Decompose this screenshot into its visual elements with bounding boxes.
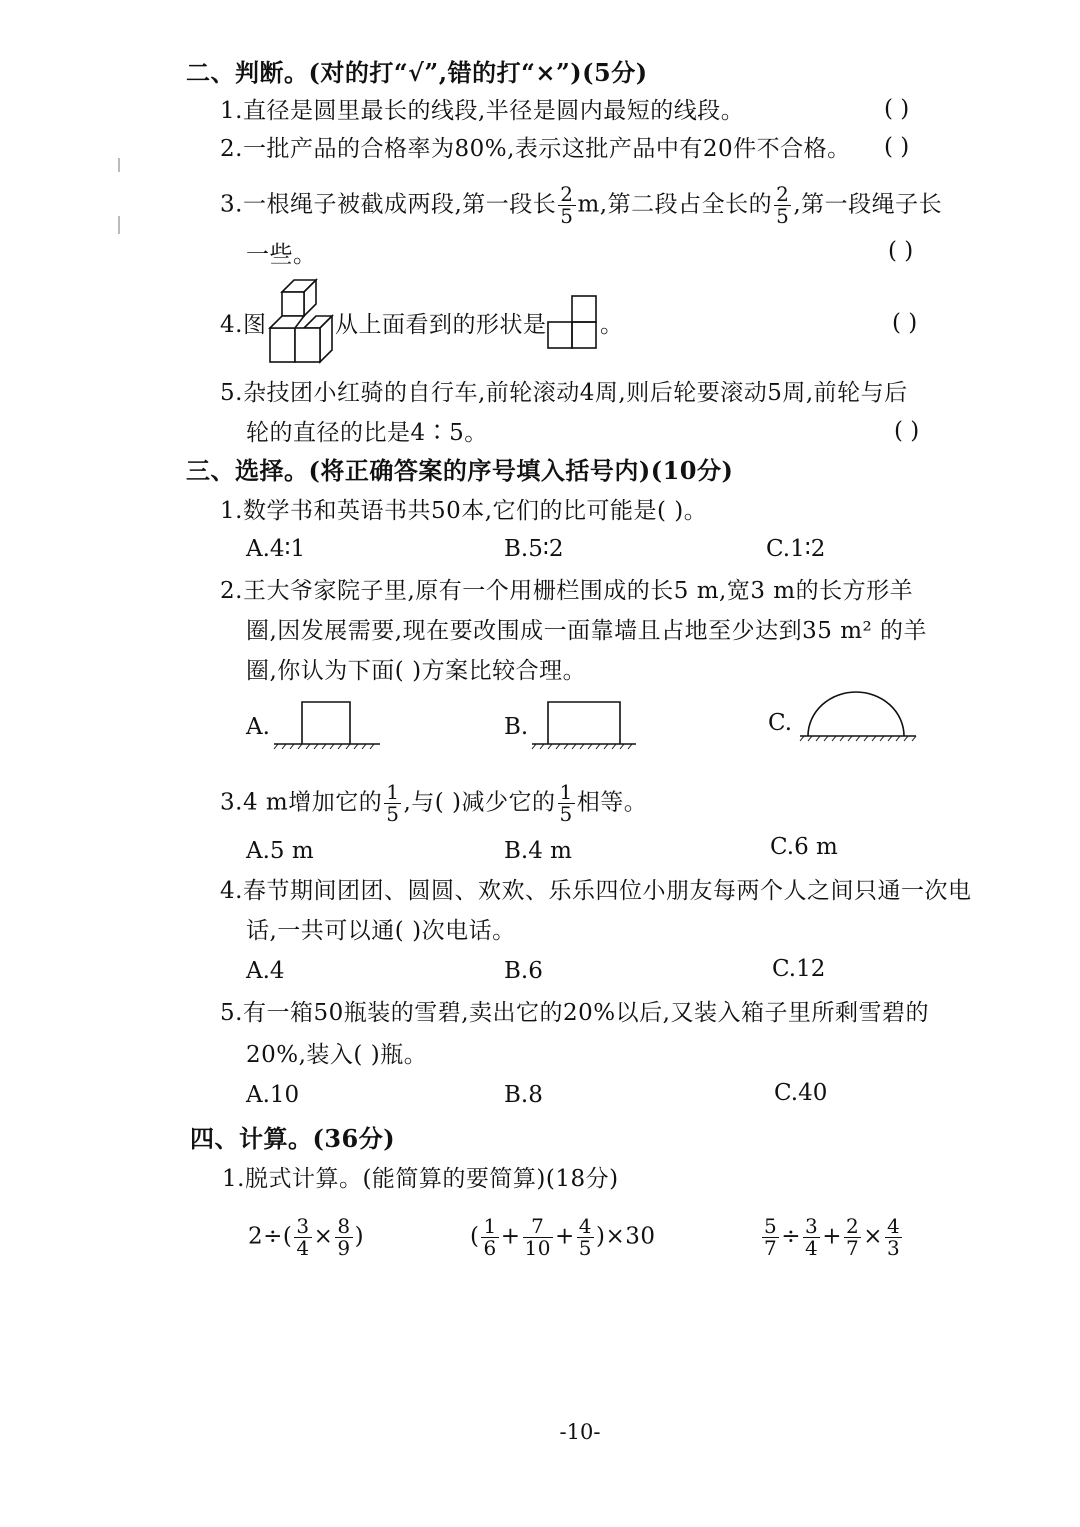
choice-q3-text-a: 3.4 m增加它的 bbox=[220, 789, 383, 816]
fraction-denominator: 9 bbox=[337, 1236, 351, 1260]
fraction-denominator: 3 bbox=[887, 1236, 901, 1260]
fraction bbox=[774, 184, 791, 227]
choice-q3 bbox=[220, 782, 647, 825]
choice-q5-option-a[interactable]: A.10 bbox=[246, 1082, 300, 1108]
choice-q3-text-c: 相等。 bbox=[576, 789, 648, 816]
expr-operator: × bbox=[863, 1223, 884, 1250]
answer-paren[interactable]: ( ) bbox=[884, 134, 910, 160]
pen-plan-a-figure[interactable] bbox=[274, 698, 384, 750]
answer-paren[interactable]: ( ) bbox=[888, 238, 914, 264]
choice-q5: 5.有一箱50瓶装的雪碧,卖出它的20%以后,又装入箱子里所剩雪碧的 bbox=[220, 1000, 929, 1026]
expr-operator: × bbox=[313, 1223, 334, 1250]
fraction bbox=[335, 1216, 352, 1259]
expr-text: ) bbox=[354, 1223, 365, 1250]
answer-paren[interactable]: ( ) bbox=[892, 310, 918, 336]
pen-plan-b-figure[interactable] bbox=[532, 698, 642, 750]
choice-q3-option-b[interactable]: B.4 m bbox=[504, 838, 572, 864]
fraction-numerator: 7 bbox=[523, 1216, 553, 1238]
calc-expression-3 bbox=[760, 1216, 904, 1259]
judge-q3-text-a: 3.一根绳子被截成两段,第一段长 bbox=[220, 191, 557, 218]
expr-operator: ÷ bbox=[781, 1223, 802, 1250]
judge-q3 bbox=[220, 184, 942, 227]
section-judge-title: 二、判断。(对的打“√”,错的打“×”)(5分) bbox=[186, 58, 648, 87]
choice-q3-text-b: ,与( )减少它的 bbox=[403, 789, 556, 816]
calc-sub1: 1.脱式计算。(能简算的要简算)(18分) bbox=[222, 1166, 619, 1192]
judge-q4-text-a: 4.图 bbox=[220, 312, 267, 338]
choice-q4: 4.春节期间团团、圆圆、欢欢、乐乐四位小朋友每两个人之间只通一次电 bbox=[220, 878, 972, 904]
choice-q3-option-c[interactable]: C.6 m bbox=[770, 834, 838, 860]
fraction-denominator: 7 bbox=[846, 1236, 860, 1260]
choice-q2-cont1: 圈,因发展需要,现在要改围成一面靠墙且占地至少达到35 m² 的羊 bbox=[246, 618, 928, 644]
section-calc-title: 四、计算。(36分) bbox=[190, 1124, 396, 1153]
choice-q2-option-b[interactable]: B. bbox=[504, 714, 529, 740]
fraction bbox=[844, 1216, 861, 1259]
expr-operator: + bbox=[554, 1223, 575, 1250]
fraction bbox=[885, 1216, 902, 1259]
judge-q1: 1.直径是圆里最长的线段,半径是圆内最短的线段。 bbox=[220, 98, 745, 124]
fraction bbox=[762, 1216, 779, 1259]
choice-q1-option-a[interactable]: A.4∶1 bbox=[246, 536, 306, 562]
answer-paren[interactable]: ( ) bbox=[894, 418, 920, 444]
expr-text: 2÷( bbox=[248, 1223, 293, 1250]
fraction-numerator: 3 bbox=[296, 1214, 310, 1238]
fraction-numerator: 1 bbox=[559, 780, 573, 804]
judge-q2: 2.一批产品的合格率为80%,表示这批产品中有20件不合格。 bbox=[220, 136, 851, 162]
fraction-denominator: 7 bbox=[764, 1236, 778, 1260]
pen-plan-c-figure[interactable] bbox=[796, 690, 918, 742]
fraction-numerator: 2 bbox=[776, 182, 790, 206]
fraction-numerator: 2 bbox=[846, 1214, 860, 1238]
judge-q4-text-c: 。 bbox=[600, 312, 624, 338]
expr-text: ( bbox=[470, 1223, 480, 1250]
answer-paren[interactable]: ( ) bbox=[884, 96, 910, 122]
judge-q4-text-b: 从上面看到的形状是 bbox=[335, 312, 547, 338]
page-number: -10- bbox=[559, 1420, 601, 1444]
choice-q4-option-a[interactable]: A.4 bbox=[246, 958, 285, 984]
fraction-denominator: 5 bbox=[776, 204, 790, 228]
choice-q4-cont: 话,一共可以通( )次电话。 bbox=[246, 918, 516, 944]
fraction-denominator: 5 bbox=[386, 802, 400, 826]
fraction bbox=[294, 1216, 311, 1259]
fraction-numerator: 1 bbox=[386, 780, 400, 804]
choice-q1-option-b[interactable]: B.5∶2 bbox=[504, 536, 564, 562]
fraction-denominator: 4 bbox=[805, 1236, 819, 1260]
fraction-numerator: 5 bbox=[764, 1214, 778, 1238]
fraction bbox=[481, 1216, 498, 1259]
fraction-numerator: 3 bbox=[805, 1214, 819, 1238]
fraction-numerator: 4 bbox=[578, 1214, 592, 1238]
fraction-numerator: 8 bbox=[337, 1214, 351, 1238]
choice-q5-option-c[interactable]: C.40 bbox=[774, 1080, 828, 1106]
judge-q3-text-b: m,第二段占全长的 bbox=[577, 191, 773, 218]
fraction bbox=[523, 1216, 553, 1259]
calc-expression-2 bbox=[470, 1216, 655, 1259]
fraction-denominator: 4 bbox=[296, 1236, 310, 1260]
fraction-denominator: 10 bbox=[524, 1236, 551, 1260]
choice-q4-option-c[interactable]: C.12 bbox=[772, 956, 826, 982]
fraction bbox=[384, 782, 401, 825]
choice-q1-option-c[interactable]: C.1∶2 bbox=[766, 536, 826, 562]
judge-q5-cont: 轮的直径的比是4∶5。 bbox=[246, 420, 488, 446]
choice-q2-cont2: 圈,你认为下面( )方案比较合理。 bbox=[246, 658, 587, 684]
fraction bbox=[803, 1216, 820, 1259]
choice-q2-option-a[interactable]: A. bbox=[246, 714, 270, 740]
top-view-figure bbox=[546, 294, 600, 352]
choice-q1: 1.数学书和英语书共50本,它们的比可能是( )。 bbox=[220, 498, 708, 524]
fraction-denominator: 5 bbox=[559, 802, 573, 826]
fraction-numerator: 1 bbox=[483, 1214, 497, 1238]
choice-q2-option-c[interactable]: C. bbox=[768, 710, 793, 736]
scan-mark bbox=[118, 158, 120, 172]
fraction-denominator: 5 bbox=[578, 1236, 592, 1260]
choice-q2: 2.王大爷家院子里,原有一个用栅栏围成的长5 m,宽3 m的长方形羊 bbox=[220, 578, 914, 604]
fraction-numerator: 2 bbox=[560, 182, 574, 206]
fraction bbox=[577, 1216, 594, 1259]
choice-q3-option-a[interactable]: A.5 m bbox=[246, 838, 314, 864]
judge-q3-cont: 一些。 bbox=[246, 242, 317, 268]
fraction-denominator: 5 bbox=[560, 204, 574, 228]
judge-q3-text-c: ,第一段绳子长 bbox=[793, 191, 943, 218]
section-choice-title: 三、选择。(将正确答案的序号填入括号内)(10分) bbox=[186, 456, 734, 485]
judge-q5: 5.杂技团小红骑的自行车,前轮滚动4周,则后轮要滚动5周,前轮与后 bbox=[220, 380, 908, 406]
choice-q5-option-b[interactable]: B.8 bbox=[504, 1082, 543, 1108]
scan-mark bbox=[118, 216, 120, 234]
fraction-denominator: 6 bbox=[483, 1236, 497, 1260]
choice-q5-cont: 20%,装入( )瓶。 bbox=[246, 1042, 428, 1068]
expr-operator: + bbox=[500, 1223, 521, 1250]
expr-text: )×30 bbox=[595, 1223, 656, 1250]
calc-expression-1 bbox=[248, 1216, 364, 1259]
fraction-numerator: 4 bbox=[887, 1214, 901, 1238]
expr-operator: + bbox=[822, 1223, 843, 1250]
cube-stack-figure bbox=[266, 278, 336, 368]
fraction bbox=[558, 782, 575, 825]
fraction bbox=[558, 184, 575, 227]
choice-q4-option-b[interactable]: B.6 bbox=[504, 958, 543, 984]
